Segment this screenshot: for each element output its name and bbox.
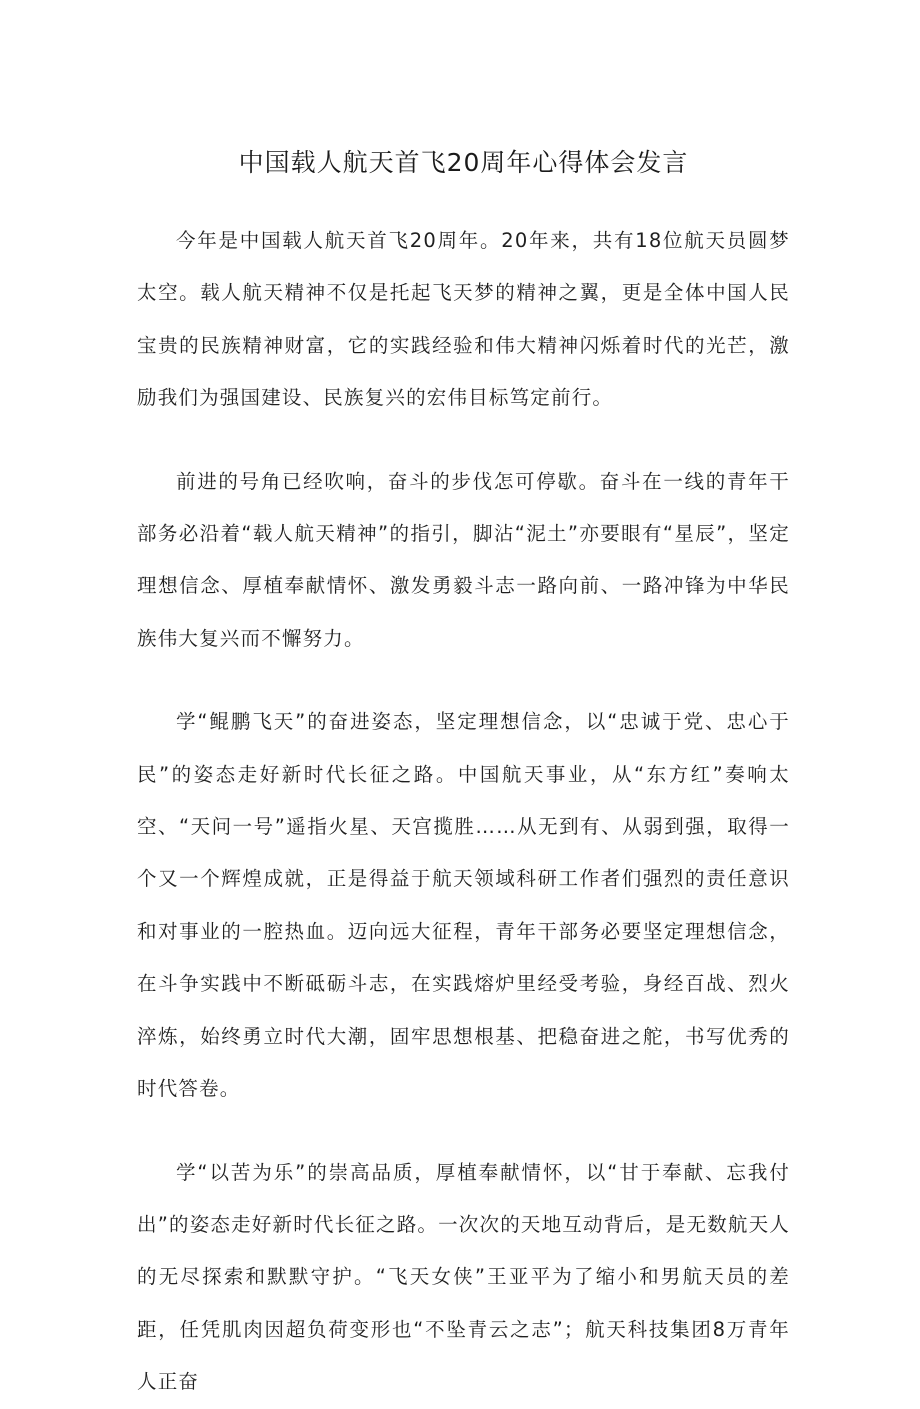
paragraph-3: 学“鲲鹏飞天”的奋进姿态，坚定理想信念，以“忠诚于党、忠心于民”的姿态走好新时代长征之路。中国航天事业，从“东方红”奏响太空、“天问一号”遥指火星、天宫揽胜……从无到有、从弱到强，取得一个又一个辉煌成就，正是得益于航天领域科研工作者们强烈的责任意识和对事业的一腔热血。迈向远大征程，青年干部务必要坚定理想信念，在斗争实践中不断砥砺斗志，在实践熔炉里经受考验，身经百战、烈火淬炼，始终勇立时代大潮，固牢思想根基、把稳奋进之舵，书写优秀的时代答卷。: [137, 710, 790, 1101]
paragraph-1: 今年是中国载人航天首飞20周年。20年来，共有18位航天员圆梦太空。载人航天精神不仅是托起飞天梦的精神之翼，更是全体中国人民宝贵的民族精神财富，它的实践经验和伟大精神闪烁着时代的光芒，激励我们为强国建设、民族复兴的宏伟目标笃定前行。: [137, 229, 790, 410]
paragraph-4: 学“以苦为乐”的崇高品质，厚植奉献情怀，以“甘于奉献、忘我付出”的姿态走好新时代长征之路。一次次的天地互动背后，是无数航天人的无尽探索和默默守护。“飞天女侠”王亚平为了缩小和男航天员的差距，任凭肌肉因超负荷变形也“不坠青云之志”；航天科技集团8万青年人正奋: [137, 1160, 791, 1394]
paragraph-2: 前进的号角已经吹响，奋斗的步伐怎可停歇。奋斗在一线的青年干部务必沿着“载人航天精神”的指引，脚沾“泥土”亦要眼有“星辰”，坚定理想信念、厚植奉献情怀、激发勇毅斗志一路向前、一路冲锋为中华民族伟大复兴而不懈努力。: [137, 469, 790, 650]
document-body: [137, 215, 790, 1409]
document-title: 中国载人航天首飞20周年心得体会发言: [238, 148, 689, 177]
